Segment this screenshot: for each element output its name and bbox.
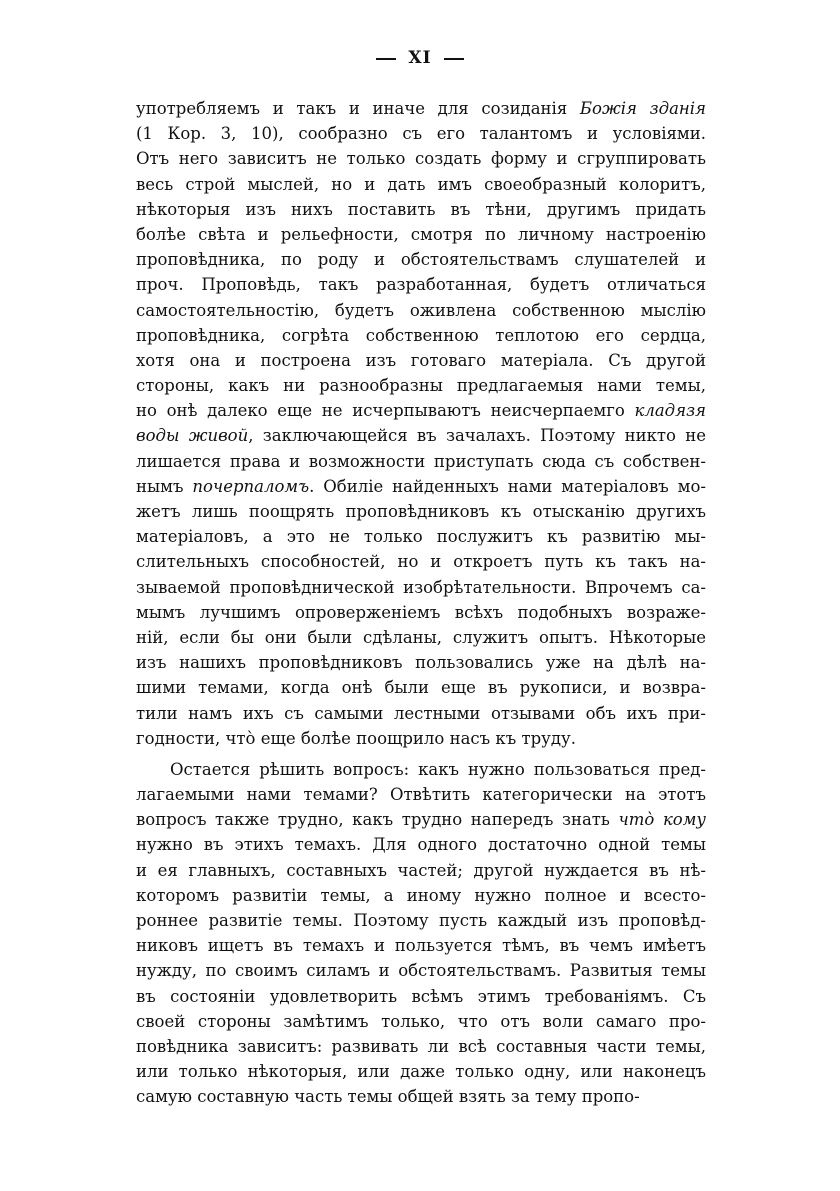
text-line bbox=[136, 172, 706, 197]
text-segment: изъ нашихъ проповѣдниковъ пользовались уже на дѣлѣ на- bbox=[136, 653, 706, 673]
text-line bbox=[136, 1034, 706, 1059]
text-line bbox=[136, 933, 706, 958]
text-line bbox=[136, 675, 706, 700]
text-line bbox=[136, 984, 706, 1009]
italic-phrase: Божія зданія bbox=[579, 99, 706, 118]
text-line bbox=[136, 423, 706, 448]
text-line bbox=[136, 1059, 706, 1084]
text-line bbox=[136, 807, 706, 832]
text-line bbox=[136, 908, 706, 933]
text-segment: вопросъ также трудно, какъ трудно напередъ знать bbox=[136, 810, 619, 830]
text-line bbox=[136, 726, 706, 751]
text-segment: весь строй мыслей, но и дать имъ своеобразный колоритъ, bbox=[136, 174, 706, 194]
text-segment: проповѣдника, по роду и обстоятельствамъ слушателей и bbox=[136, 250, 706, 270]
text-segment: никовъ ищетъ въ темахъ и пользуется тѣмъ, въ чемъ имѣетъ bbox=[136, 936, 706, 956]
text-segment: хотя она и построена изъ готоваго матеріала. Съ другой bbox=[136, 350, 706, 370]
text-segment: матеріаловъ, а это не только послужитъ къ развитію мы- bbox=[136, 527, 706, 547]
text-segment: проповѣдника, согрѣта собственною теплотою его сердца, bbox=[136, 325, 706, 345]
text-segment: которомъ развитіи темы, а иному нужно полное и всесто- bbox=[136, 885, 706, 905]
header-dash-right bbox=[444, 58, 464, 60]
text-segment: нымъ bbox=[136, 476, 193, 496]
italic-phrase: почерпаломъ bbox=[192, 476, 310, 496]
text-segment: и ея главныхъ, составныхъ частей; другой нуждается въ нѣ- bbox=[136, 860, 706, 880]
text-segment: . Обиліе найденныхъ нами матеріаловъ мо- bbox=[309, 476, 706, 496]
text-line bbox=[136, 398, 706, 423]
text-line bbox=[136, 524, 706, 549]
text-segment: самую составную часть темы общей взять за тему пропо- bbox=[136, 1087, 640, 1107]
text-segment: своей стороны замѣтимъ только, что отъ воли самаго про- bbox=[136, 1011, 706, 1031]
italic-phrase: воды живой bbox=[136, 426, 249, 446]
italic-phrase: кладязя bbox=[634, 401, 706, 421]
text-segment: нѣкоторыя изъ нихъ поставить въ тѣни, другимъ придать bbox=[136, 199, 706, 219]
text-segment: употребляемъ и такъ и иначе для созиданія bbox=[136, 99, 580, 118]
text-line bbox=[136, 272, 706, 297]
text-line bbox=[136, 121, 706, 146]
text-segment: слительныхъ способностей, но и откроетъ путь къ такъ на- bbox=[136, 552, 706, 572]
text-segment: жетъ лишь поощрять проповѣдниковъ къ отысканію другихъ bbox=[136, 502, 706, 521]
text-segment: лагаемыми нами темами? Отвѣтить категорически на этотъ bbox=[136, 785, 706, 805]
text-line bbox=[136, 883, 706, 908]
text-segment: самостоятельностію, будетъ оживлена собственною мыслію bbox=[136, 300, 706, 320]
text-segment: стороны, какъ ни разнообразны предлагаемыя нами темы, bbox=[136, 376, 706, 396]
text-segment: болѣе свѣта и рельефности, смотря по личному настроенію bbox=[136, 224, 706, 244]
text-segment: повѣдника зависитъ: развивать ли всѣ составныя части темы, bbox=[136, 1036, 706, 1056]
header-dash-left bbox=[376, 58, 396, 60]
text-line bbox=[136, 146, 706, 171]
italic-phrase: что̀ кому bbox=[618, 810, 706, 830]
text-line bbox=[136, 1009, 706, 1034]
text-segment: (1 Кор. 3, 10), сообразно съ его талантомъ и условіями. bbox=[136, 124, 706, 144]
text-segment: нужду, по своимъ силамъ и обстоятельствамъ. Развитыя темы bbox=[136, 961, 706, 981]
text-line bbox=[136, 757, 706, 782]
text-line bbox=[136, 549, 706, 574]
text-line bbox=[136, 298, 706, 323]
text-segment: , заключающейся въ зачалахъ. Поэтому никто не bbox=[248, 426, 706, 446]
text-line bbox=[136, 499, 706, 524]
body-text bbox=[136, 96, 706, 1110]
text-line bbox=[136, 958, 706, 983]
text-line bbox=[136, 323, 706, 348]
text-segment: въ состояніи удовлетворить всѣмъ этимъ требованіямъ. Съ bbox=[136, 986, 706, 1006]
page-number: XI bbox=[408, 48, 432, 68]
text-line bbox=[136, 575, 706, 600]
text-line bbox=[136, 348, 706, 373]
text-line bbox=[136, 858, 706, 883]
page-header bbox=[0, 48, 840, 68]
text-line bbox=[136, 600, 706, 625]
text-line bbox=[136, 96, 706, 121]
text-segment: Отъ него зависитъ не только создать форму и сгруппировать bbox=[136, 149, 706, 169]
paragraph bbox=[136, 757, 706, 1110]
text-segment: проч. Проповѣдь, такъ разработанная, будетъ отличаться bbox=[136, 275, 706, 295]
text-segment: но онѣ далеко еще не исчерпываютъ неисчерпаемго bbox=[136, 401, 635, 421]
text-segment: Остается рѣшить вопросъ: какъ нужно пользоваться пред- bbox=[170, 759, 706, 779]
text-segment: тили намъ ихъ съ самыми лестными отзывами объ ихъ при- bbox=[136, 703, 706, 723]
text-line bbox=[136, 474, 706, 499]
text-line bbox=[136, 1084, 706, 1109]
text-segment: нужно въ этихъ темахъ. Для одного достаточно одной темы bbox=[136, 835, 706, 855]
text-line bbox=[136, 625, 706, 650]
text-line bbox=[136, 222, 706, 247]
text-line bbox=[136, 197, 706, 222]
text-segment: шими темами, когда онѣ были еще въ рукописи, и возвра- bbox=[136, 678, 706, 698]
text-line bbox=[136, 832, 706, 857]
text-segment: годности, что̀ еще болѣе поощрило насъ къ труду. bbox=[136, 728, 576, 748]
text-segment: ній, если бы они были сдѣланы, служитъ опытъ. Нѣкоторые bbox=[136, 627, 706, 647]
text-line bbox=[136, 701, 706, 726]
text-segment: мымъ лучшимъ опроверженіемъ всѣхъ подобныхъ возраже- bbox=[136, 602, 706, 622]
text-line bbox=[136, 449, 706, 474]
text-segment: лишается права и возможности приступать сюда съ собствен- bbox=[136, 451, 706, 471]
text-line bbox=[136, 247, 706, 272]
text-line bbox=[136, 782, 706, 807]
text-line bbox=[136, 650, 706, 675]
paragraph bbox=[136, 96, 706, 751]
text-segment: роннее развитіе темы. Поэтому пусть каждый изъ проповѣд- bbox=[136, 911, 706, 930]
text-line bbox=[136, 373, 706, 398]
text-segment: зываемой проповѣднической изобрѣтательности. Впрочемъ са- bbox=[136, 577, 706, 597]
text-segment: или только нѣкоторыя, или даже только одну, или наконецъ bbox=[136, 1062, 706, 1082]
